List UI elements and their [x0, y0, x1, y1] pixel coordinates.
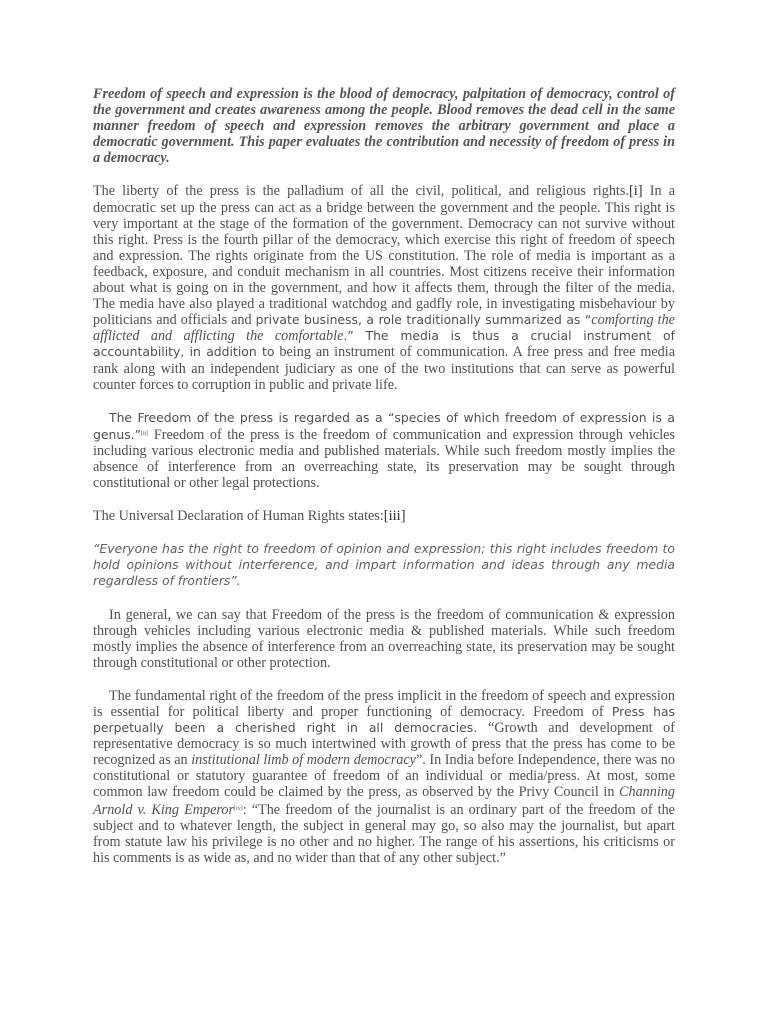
para4-text-a: The fundamental right of the freedom of the press implicit in the freedom of speech and expression is essential for political liberty and proper functioning of democracy. Freedom of	[93, 687, 675, 720]
udhr-quote: “Everyone has the right to freedom of opinion and expression; this right includes freedom to hold opinions without interference, and impart information and ideas through any media regardless of frontiers”.	[93, 541, 675, 589]
para2-text-b: Freedom of the press is the freedom of communication and expression through vehicles including various electronic media and published materials. While such freedom mostly implies the absence of interference from an overreaching state, its preservation may be sought through constitutional or other legal protections.	[93, 426, 675, 492]
para4-text-c: “Growth and development of representative democracy is so much intertwined with growth of press that the press has come to be recognized as an	[93, 720, 675, 769]
footnote-ref-i[interactable]: [i]	[628, 183, 643, 200]
para2-text-a: The Freedom of the press is regarded as a “species of which freedom of expression is a genus.”	[93, 409, 675, 442]
case-name-channing-arnold: Channing Arnold v. King Emperor	[93, 784, 675, 818]
footnote-ref-iv[interactable]: [iv]	[234, 805, 243, 812]
italic-institutional-limb: institutional limb of modern democracy	[191, 752, 416, 769]
para1-text-c: private business, a role traditionally summarized as “	[255, 312, 592, 328]
paragraph-liberty-of-press	[93, 183, 675, 392]
abstract-end: .	[166, 150, 170, 167]
paragraph-species-genus	[93, 410, 675, 491]
para1-text-d: .” The media is thus a crucial instrument of accountability, in addition to	[93, 328, 675, 360]
para4-text-e: : “The freedom of the journalist is an ordinary part of the freedom of the subject and to whatever length, the subject in general may go, so also may the journalist, but apart from statute law his privilege is no other and no higher. The range of his assertions, his criticisms or his comments is as wide as, and no wider than that of any other subject.”	[93, 801, 675, 866]
footnote-ref-ii[interactable]: [ii]	[141, 430, 149, 437]
para1-text-a: The liberty of the press is the palladium of all the civil, political, and religious rights.	[93, 183, 629, 200]
abstract-paragraph	[93, 86, 675, 166]
quote-comforting: comforting the afflicted and afflicting the comfortable	[93, 312, 675, 345]
footnote-ref-iii[interactable]: [iii]	[383, 508, 406, 525]
para1-text-b: In a democratic set up the press can act as a bridge between the government and the people. This right is very important at the stage of the formation of the government. Democracy can not survive without this right. Press is the fourth pillar of the democracy, which exercise this right of freedom of speech and expression. The rights originate from the US constitution. The role of media is important as a feedback, exposure, and conduit mechanism in all countries. Most citizens receive their information about what is going on in the government, and how it affects them, through the filter of the media. The media have also played a traditional watchdog and gadfly role, in investigating misbehaviour by politicians and officials and	[93, 183, 675, 329]
udhr-intro	[93, 508, 675, 524]
paragraph-in-general: In general, we can say that Freedom of the press is the freedom of communication & expression through vehicles including various electronic media & published materials. While such freedom mostly implies the absence of interference from an overreaching state, its preservation may be sought through constitutional or other protection.	[93, 606, 675, 671]
paragraph-fundamental-right	[93, 688, 675, 866]
abstract-text: Freedom of speech and expression is the blood of democracy, palpitation of democracy, control of the government and creates awareness among the people. Blood removes the dead cell in the same manner freedom of speech and expression removes the arbitrary government and place a democratic government. This paper evaluates the contribution and necessity of freedom of press in a democracy	[93, 86, 675, 167]
udhr-text: The Universal Declaration of Human Rights states:	[93, 508, 384, 525]
para1-text-e: being an instrument of communication. A free press and free media rank along with an independent judiciary as one of the two institutions that can serve as powerful counter forces to corruption in public and private life.	[93, 344, 675, 393]
document-page	[93, 86, 675, 866]
para4-text-b: Press has perpetually been a cherished right in all democracies.	[93, 704, 675, 736]
para4-text-d: ”. In India before Independence, there was no constitutional or statutory guarantee of freedom of an individual or media/press. At most, some common law freedom could be claimed by the press, as observed by the Privy Council in	[93, 752, 675, 801]
